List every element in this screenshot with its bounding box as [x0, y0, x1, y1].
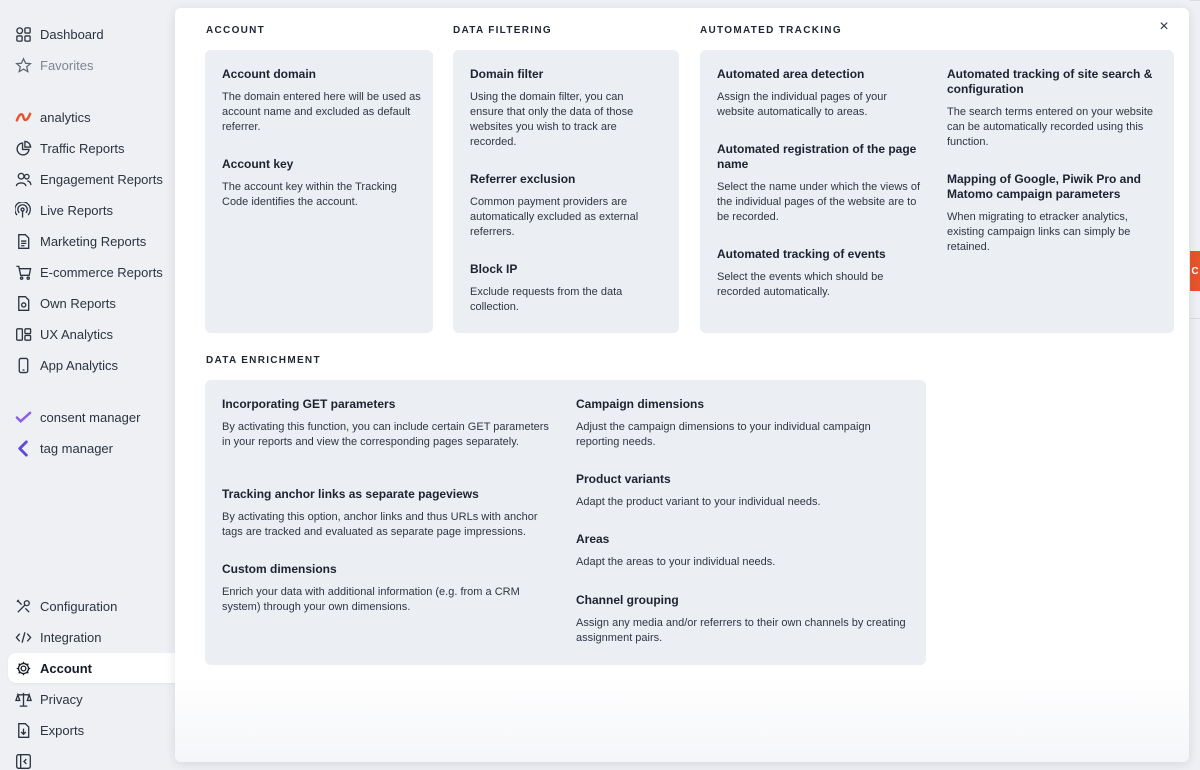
sidebar-item-consent-manager[interactable]	[8, 402, 176, 432]
list-item[interactable]	[222, 157, 422, 210]
item-description: By activating this function, you can include certain GET parameters in your reports and view the corresponding pages separately.	[222, 421, 549, 448]
item-description: The search terms entered on your website can be automatically recorded using this function.	[947, 106, 1154, 148]
list-item[interactable]	[717, 247, 917, 300]
cart-icon	[14, 263, 32, 281]
item-title: Automated area detection	[717, 67, 865, 81]
sidebar-item-favorites[interactable]	[8, 50, 176, 80]
item-title: Automated tracking of site search & configuration	[947, 67, 1153, 96]
sidebar-item-label: Configuration	[40, 598, 118, 614]
sidebar-item-live-reports[interactable]	[8, 195, 176, 225]
sidebar-item-engagement-reports[interactable]	[8, 164, 176, 194]
sidebar-item-label: Traffic Reports	[40, 140, 125, 156]
sidebar-item-privacy[interactable]	[8, 684, 176, 714]
dashboard-icon	[14, 25, 32, 43]
sidebar-item-label: Live Reports	[40, 202, 113, 218]
item-description: Adapt the product variant to your individual needs.	[576, 496, 821, 508]
item-title: Channel grouping	[576, 593, 679, 607]
mobile-icon	[14, 356, 32, 374]
sidebar-item-exports[interactable]	[8, 715, 176, 745]
item-description: Using the domain filter, you can ensure that only the data of those websites you wish to track are recorded.	[470, 91, 634, 148]
tag-logo-icon	[14, 439, 32, 457]
sidebar-item-ecommerce-reports[interactable]	[8, 257, 176, 287]
sidebar-item-label: E-commerce Reports	[40, 264, 163, 280]
background-divider	[1190, 0, 1200, 1]
item-title: Custom dimensions	[222, 562, 337, 576]
list-item[interactable]	[222, 487, 557, 540]
item-description: Exclude requests from the data collection.	[470, 286, 623, 313]
sidebar-item-label: App Analytics	[40, 357, 119, 373]
users-icon	[14, 170, 32, 188]
account-settings-panel	[175, 8, 1189, 762]
list-item[interactable]	[470, 67, 660, 150]
item-description: Enrich your data with additional information (e.g. from a CRM system) through your own dimensions.	[222, 586, 520, 613]
data-enrichment-card	[205, 380, 926, 665]
sidebar-item-integration[interactable]	[8, 622, 176, 652]
section-heading-automated-tracking: AUTOMATED TRACKING	[700, 25, 842, 36]
sidebar-item-ux-analytics[interactable]	[8, 319, 176, 349]
sidebar-item-marketing-reports[interactable]	[8, 226, 176, 256]
item-title: Referrer exclusion	[470, 172, 576, 186]
item-description: Select the events which should be recorded automatically.	[717, 271, 884, 298]
sidebar-item-label: Engagement Reports	[40, 171, 163, 187]
list-item[interactable]	[576, 397, 906, 450]
list-item[interactable]	[576, 472, 906, 510]
close-button[interactable]	[1153, 16, 1175, 38]
item-description: Assign the individual pages of your website automatically to areas.	[717, 91, 887, 118]
sidebar-item-label: Favorites	[40, 57, 94, 73]
list-item[interactable]	[222, 562, 552, 615]
sidebar-item-account[interactable]	[8, 653, 176, 683]
account-card	[205, 50, 433, 333]
list-item[interactable]	[717, 67, 917, 120]
item-title: Areas	[576, 532, 610, 546]
background-tab[interactable]: C	[1190, 251, 1200, 291]
sidebar-item-tag-manager[interactable]	[8, 433, 176, 463]
consent-logo-icon	[14, 408, 32, 426]
star-icon	[14, 56, 32, 74]
sidebar-item-label: analytics	[40, 109, 91, 125]
sidebar-item-configuration[interactable]	[8, 591, 176, 621]
item-title: Block IP	[470, 262, 518, 276]
ux-icon	[14, 325, 32, 343]
item-description: Common payment providers are automatically excluded as external referrers.	[470, 196, 639, 238]
item-description: Assign any media and/or referrers to their own channels by creating assignment pairs.	[576, 617, 906, 644]
list-item[interactable]	[947, 67, 1157, 150]
item-title: Tracking anchor links as separate pageviews	[222, 487, 479, 501]
section-heading-data-enrichment: DATA ENRICHMENT	[206, 355, 321, 366]
code-icon	[14, 628, 32, 646]
background-divider	[1190, 318, 1200, 319]
item-description: By activating this option, anchor links and thus URLs with anchor tags are tracked and evaluated as separate page impressions.	[222, 511, 538, 538]
list-item[interactable]	[717, 142, 922, 225]
list-item[interactable]	[947, 172, 1157, 255]
automated-tracking-card	[700, 50, 1174, 333]
sidebar-item-label: Marketing Reports	[40, 233, 147, 249]
sidebar-item-label: Privacy	[40, 691, 83, 707]
panel-footer	[175, 676, 1189, 762]
list-item[interactable]	[222, 67, 422, 135]
scales-icon	[14, 690, 32, 708]
own-report-icon	[14, 294, 32, 312]
close-icon: ×	[1159, 18, 1169, 35]
item-title: Campaign dimensions	[576, 397, 705, 411]
broadcast-icon	[14, 201, 32, 219]
item-title: Mapping of Google, Piwik Pro and Matomo campaign parameters	[947, 172, 1142, 201]
section-heading-account: ACCOUNT	[206, 25, 266, 36]
tools-icon	[14, 597, 32, 615]
sidebar-collapse-button[interactable]	[8, 752, 176, 770]
item-description: Select the name under which the views of the individual pages of the website are to be recorded.	[717, 181, 921, 223]
export-icon	[14, 721, 32, 739]
sidebar-item-own-reports[interactable]	[8, 288, 176, 318]
item-description: The account key within the Tracking Code identifies the account.	[222, 181, 397, 208]
list-item[interactable]	[222, 397, 552, 450]
data-filtering-card	[453, 50, 679, 333]
sidebar-item-label: consent manager	[40, 409, 141, 425]
sidebar-item-traffic-reports[interactable]	[8, 133, 176, 163]
pie-chart-icon	[14, 139, 32, 157]
item-title: Domain filter	[470, 67, 544, 81]
sidebar-item-analytics[interactable]	[8, 102, 176, 132]
sidebar-item-label: Exports	[40, 722, 85, 738]
sidebar-item-label: Account	[40, 660, 92, 676]
item-description: The domain entered here will be used as account name and excluded as default referrer.	[222, 91, 421, 133]
section-heading-data-filtering: DATA FILTERING	[453, 25, 552, 36]
sidebar-item-label: Own Reports	[40, 295, 116, 311]
document-icon	[14, 232, 32, 250]
item-title: Automated registration of the page name	[717, 142, 917, 171]
sidebar	[0, 0, 178, 770]
list-item[interactable]	[576, 593, 906, 646]
sidebar-item-dashboard[interactable]	[8, 19, 176, 49]
item-title: Incorporating GET parameters	[222, 397, 396, 411]
item-title: Account key	[222, 157, 294, 171]
item-title: Account domain	[222, 67, 317, 81]
list-item[interactable]	[470, 262, 660, 315]
item-title: Product variants	[576, 472, 671, 486]
list-item[interactable]	[470, 172, 660, 240]
item-description: Adapt the areas to your individual needs.	[576, 556, 776, 568]
item-description: When migrating to etracker analytics, existing campaign links can simply be retained.	[947, 211, 1131, 253]
sidebar-item-label: Integration	[40, 629, 102, 645]
sidebar-item-label: Dashboard	[40, 26, 104, 42]
item-description: Adjust the campaign dimensions to your individual campaign reporting needs.	[576, 421, 871, 448]
item-title: Automated tracking of events	[717, 247, 886, 261]
sidebar-item-label: tag manager	[40, 440, 113, 456]
sidebar-item-app-analytics[interactable]	[8, 350, 176, 380]
gear-icon	[14, 659, 32, 677]
list-item[interactable]	[576, 532, 906, 570]
analytics-logo-icon	[14, 108, 32, 126]
sidebar-item-label: UX Analytics	[40, 326, 113, 342]
collapse-icon	[14, 752, 32, 770]
